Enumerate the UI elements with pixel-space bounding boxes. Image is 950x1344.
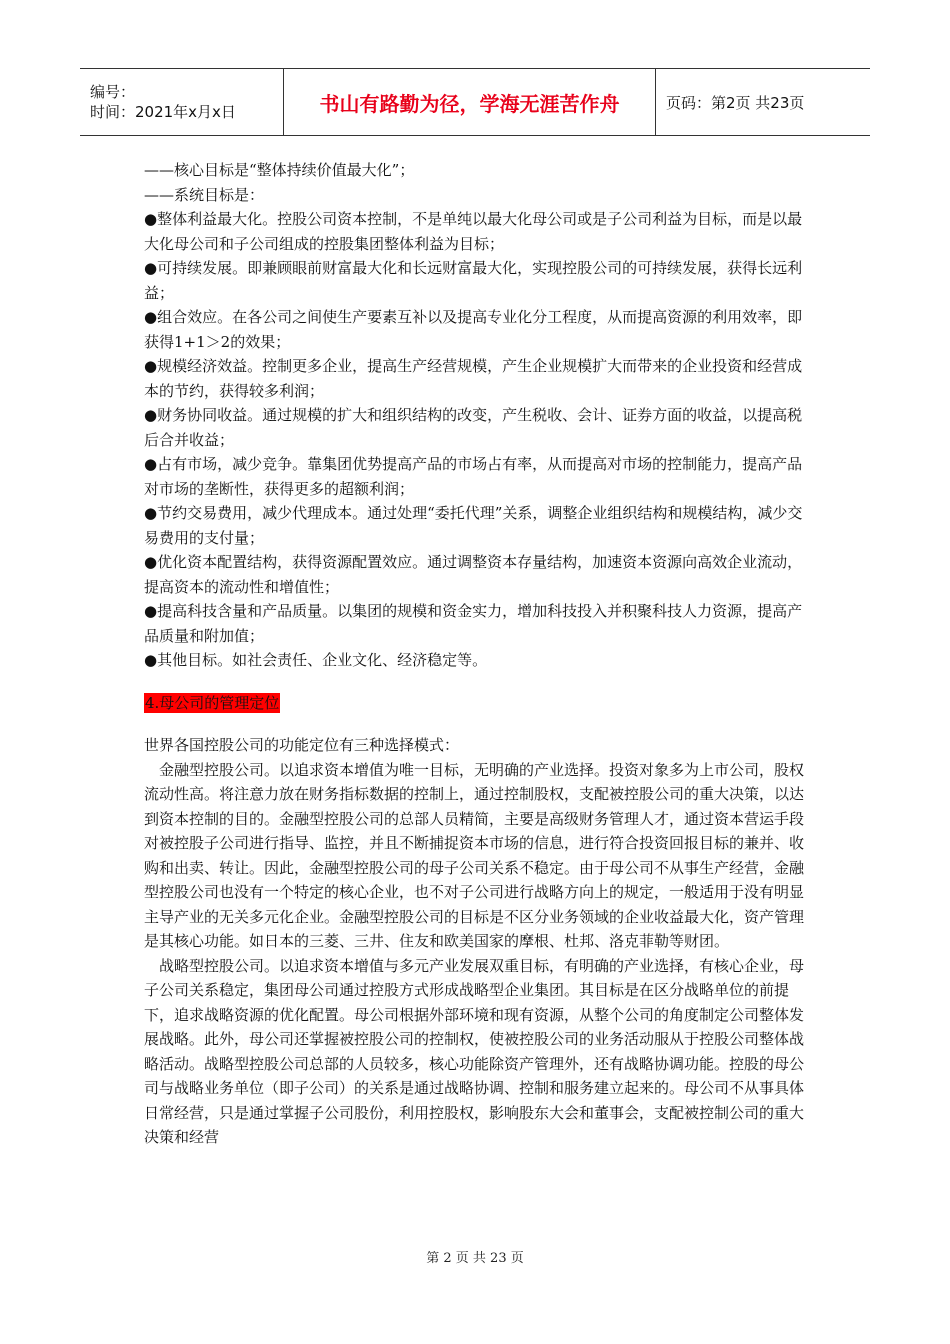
bullet-item: ●优化资本配置结构，获得资源配置效应。通过调整资本存量结构，加速资本资源向高效企业流动，提高资本的流动性和增值性； [144,553,803,596]
bullet-item: ●组合效应。在各公司之间使生产要素互补以及提高专业化分工程度，从而提高资源的利用效率，即获得1+1＞2的效果； [144,308,803,351]
bullet-item: ●其他目标。如社会责任、企业文化、经济稳定等。 [144,651,488,669]
body-line: ——系统目标是： [144,185,265,204]
footer-page-number: 第 2 页 共 23 页 [426,1251,524,1266]
section-heading-wrap [144,691,814,716]
bullet-item: ●节约交易费用，减少代理成本。通过处理“委托代理”关系，调整企业组织结构和规模结构，减少交易费用的支付量； [144,504,803,547]
page-header [80,68,870,136]
header-motto: 书山有路勤为径，学海无涯苦作舟 [319,91,620,116]
document-body [144,158,814,1150]
paragraph-financial-holding: 金融型控股公司。以追求资本增值为唯一目标，无明确的产业选择。投资对象多为上市公司，股权流动性高。将注意力放在财务指标数据的控制上，通过控制股权，支配被控股公司的重大决策，以达到资本控制的目的。金融型控股公司的总部人员精简，主要是高级财务管理人才，通过资本营运手段对被控股子公司进行指导、监控，并且不断捕捉资本市场的信息，进行符合投资回报目标的兼并、收购和出卖、转让。因此，金融型控股公司的母子公司关系不稳定。由于母公司不从事生产经营，金融型控股公司也没有一个特定的核心企业，也不对子公司进行战略方向上的规定，一般适用于没有明显主导产业的无关多元化企业。金融型控股公司的目标是不区分业务领域的企业收益最大化，资产管理是其核心功能。如日本的三菱、三井、住友和欧美国家的摩根、杜邦、洛克菲勒等财团。 [144,760,805,950]
intro-paragraph: 世界各国控股公司的功能定位有三种选择模式： [144,736,460,754]
bullet-item: ●可持续发展。即兼顾眼前财富最大化和长远财富最大化，实现控股公司的可持续发展，获得长远利益； [144,259,803,302]
body-line: ——核心目标是“整体持续价值最大化”； [144,161,415,179]
page-footer [0,1247,950,1266]
document-number-label: 编号： [90,83,136,101]
bullet-item: ●财务协同收益。通过规模的扩大和组织结构的改变，产生税收、会计、证券方面的收益，以提高税后合并收益； [144,406,803,449]
section-heading: 4.母公司的管理定位 [145,693,280,712]
paragraph-strategic-holding: 战略型控股公司。以追求资本增值与多元产业发展双重目标，有明确的产业选择，有核心企业，母子公司关系稳定，集团母公司通过控股方式形成战略型企业集团。其目标是在区分战略单位的前提下，追求战略资源的优化配置。母公司根据外部环境和现有资源，从整个公司的角度制定公司整体发展战略。此外，母公司还掌握被控股公司的控制权，使被控股公司的业务活动服从于控股公司整体战略活动。战略型控股公司总部的人员较多，核心功能除资产管理外，还有战略协调功能。控股的母公司与战略业务单位（即子公司）的关系是通过战略协调、控制和服务建立起来的。母公司不从事具体日常经营，只是通过掌握子公司股份，利用控股权，影响股东大会和董事会，支配被控制公司的重大决策和经营 [144,956,805,1146]
document-time-label: 时间：2021年x月x日 [90,103,236,121]
bullet-item: ●占有市场，减少竞争。靠集团优势提高产品的市场占有率，从而提高对市场的控制能力，提高产品对市场的垄断性，获得更多的超额利润； [144,455,803,498]
bullet-item: ●规模经济效益。控制更多企业，提高生产经营规模，产生企业规模扩大而带来的企业投资和经营成本的节约，获得较多利润； [144,357,803,400]
bullet-item: ●提高科技含量和产品质量。以集团的规模和资金实力，增加科技投入并积聚科技人力资源，提高产品质量和附加值； [144,602,803,645]
header-page-cell [656,69,870,135]
bullet-item: ●整体利益最大化。控股公司资本控制，不是单纯以最大化母公司或是子公司利益为目标，而是以最大化母公司和子公司组成的控股集团整体利益为目标； [144,210,803,253]
header-page-label: 页码：第2页 共23页 [666,93,805,112]
header-left-cell [80,69,284,135]
header-motto-cell [284,69,656,135]
